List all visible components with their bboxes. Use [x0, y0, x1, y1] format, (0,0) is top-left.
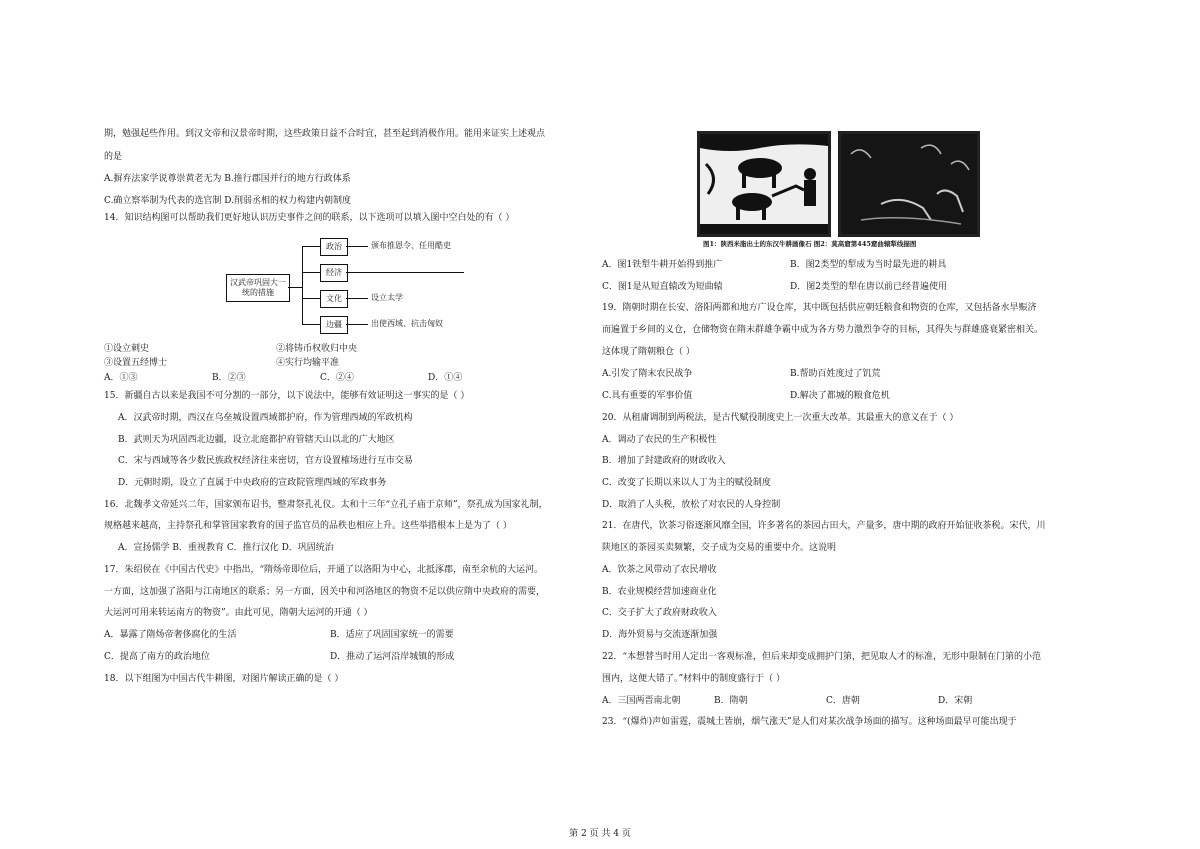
diagram-node-politics: 政治	[320, 238, 348, 256]
q22-text-line-1: 22．“本想替当时用人定出一客观标准，但后来却变成拥护门第，把见取人才的标准，无形中限制在门第的小范	[602, 652, 1042, 662]
q16-text-line-2: 规格越来越高，主持祭孔和掌管国家教育的国子监官员的品秩也相应上升。这些举措根本上是为了（ ）	[104, 521, 512, 531]
ox-plough-icon	[700, 134, 828, 234]
q17-option-d: D．推动了运河沿岸城镇的形成	[330, 652, 455, 662]
figure-caption: 图1：陕西米脂出土的东汉牛耕画像石 图2：莫高窟第445窟曲辕犁线描图	[703, 240, 917, 248]
diagram-node-economy: 经济	[320, 264, 348, 282]
q19-option-b: B.帮助百姓度过了饥荒	[790, 369, 881, 379]
q18-option-a: A．图1铁犁牛耕开始得到推广	[602, 260, 723, 270]
q13-options-ab: A.摒弃法家学说尊崇黄老无为 B.推行郡国并行的地方行政体系	[104, 174, 351, 184]
q22-option-a: A．三国两晋南北朝	[602, 696, 681, 706]
diagram-arrow	[346, 298, 368, 299]
q17-option-c: C．提高了南方的政治地位	[104, 652, 210, 662]
diagram-node-frontier: 边疆	[320, 316, 348, 334]
q21-option-a: A．饮茶之风带动了农民增收	[602, 565, 717, 575]
diagram-detail-culture: 设立太学	[371, 293, 403, 302]
q19-option-a: A.引发了隋末农民战争	[602, 369, 693, 379]
q14-item-1: ①设立刺史	[104, 344, 150, 354]
q19-option-c: C.具有重要的军事价值	[602, 391, 693, 401]
q21-text-line-1: 21．在唐代，饮茶习俗逐渐风靡全国，许多著名的茶园占田大，产量多，唐中期的政府开始征收茶税。宋代，川	[602, 521, 1046, 531]
q16-options: A．宣扬儒学 B．重视教育 C．推行汉化 D．巩固统治	[118, 543, 334, 553]
q23-stem: 23．“(爆炸)声如雷霆，震城土皆崩，烟气涨天”是人们对某次战争场面的描写。这种场面最早可能出现于	[602, 717, 1017, 727]
q21-option-d: D．海外贸易与交流逐渐加强	[602, 630, 718, 640]
diagram-branch-line	[302, 246, 320, 247]
q18-option-d: D．图2类型的犁在唐以前已经普遍使用	[790, 282, 947, 292]
q22-option-d: D．宋朝	[938, 696, 973, 706]
figure-1-ox-plough-relief	[697, 131, 831, 237]
q15-option-c: C．宋与西域等各少数民族政权经济往来密切，官方设置榷场进行互市交易	[118, 456, 413, 466]
q14-item-3: ③设置五经博士	[104, 358, 168, 368]
q17-text-line-2: 一方面，这加强了洛阳与江南地区的联系；另一方面，因关中和河洛地区的物资不足以供应隋中央政府的需要，	[104, 587, 546, 597]
diagram-arrow	[346, 246, 368, 247]
curved-plough-icon	[841, 134, 977, 234]
diagram-arrow	[346, 324, 368, 325]
q14-item-4: ④实行均输平准	[276, 358, 340, 368]
figure-2-curved-plough-drawing	[838, 131, 980, 237]
q15-option-d: D．元朝时期，设立了直属于中央政府的宣政院管理西域的军政事务	[118, 478, 387, 488]
diagram-branch-line	[302, 272, 320, 273]
q19-text-line-3: 这体现了隋朝粮仓（ ）	[602, 347, 695, 357]
q15-stem: 15．新疆自古以来是我国不可分割的一部分，以下说法中，能够有效证明这一事实的是（ ）	[104, 391, 470, 401]
q13-text-line-1: 期，勉强起些作用。到汉文帝和汉景帝时期，这些政策日益不合时宜，甚至起到消极作用。能用来证实上述观点	[104, 129, 546, 139]
q17-text-line-3: 大运河可用来转运南方的物资”。由此可见，隋朝大运河的开通（ ）	[104, 608, 373, 618]
diagram-branch-line	[302, 324, 320, 325]
diagram-node-culture: 文化	[320, 290, 348, 308]
q20-option-c: C．改变了长期以来以人丁为主的赋役制度	[602, 478, 771, 488]
q18-option-c: C．图1是从短直辕改为短曲辕	[602, 282, 723, 292]
q14-option-a: A．①③	[104, 373, 138, 383]
diagram-detail-frontier: 出使西域、抗击匈奴	[371, 319, 443, 328]
q13-options-cd: C.确立察举制为代表的选官制 D.削弱丞相的权力构建内朝制度	[104, 196, 352, 206]
q20-option-b: B．增加了封建政府的财政收入	[602, 456, 726, 466]
q16-text-line-1: 16．北魏孝文帝延兴二年，国家颁布诏书，整肃祭孔礼仪。太和十三年“立孔子庙于京师”，祭孔成为国家礼制，	[104, 500, 548, 510]
q15-option-b: B．武则天为巩固西北边疆，设立北庭都护府管辖天山以北的广大地区	[118, 435, 395, 445]
q19-text-line-2: 而遍置于乡间的义仓，仓储物资在隋末群雄争霸中成为各方势力激烈争夺的目标，其得失与群雄盛衰紧密相关。	[602, 325, 1044, 335]
q21-option-c: C．交子扩大了政府财政收入	[602, 608, 717, 618]
diagram-root: 汉武帝巩固大一统的措施	[226, 274, 290, 302]
q18-stem: 18．以下组图为中国古代牛耕图，对图片解读正确的是（ ）	[104, 674, 344, 684]
q19-option-d: D.解决了都城的粮食危机	[790, 391, 890, 401]
q13-text-line-2: 的是	[104, 152, 123, 162]
q17-text-line-1: 17．朱绍侯在《中国古代史》中指出，“隋炀帝即位后，开通了以洛阳为中心，北抵涿郡，南至余杭的大运河。	[104, 565, 544, 575]
q17-option-b: B．适应了巩固国家统一的需要	[330, 630, 454, 640]
q21-option-b: B．农业规模经营加速商业化	[602, 587, 717, 597]
q22-text-line-2: 围内，这便大错了。”材料中的制度盛行于（ ）	[602, 674, 785, 684]
diagram-detail-politics: 颁布推恩令、任用酷吏	[371, 241, 451, 250]
q14-option-d: D．①④	[428, 373, 463, 383]
q15-option-a: A．汉武帝时期，西汉在乌垒城设置西域都护府，作为管理西域的军政机构	[118, 413, 413, 423]
q19-text-line-1: 19．隋朝时期在长安、洛阳两都和地方广设仓库，其中既包括供应朝廷粮食和物资的仓库，又包括备水旱赈济	[602, 303, 1037, 313]
q14-option-b: B．②③	[212, 373, 246, 383]
q18-option-b: B．图2类型的犁成为当时最先进的耕具	[790, 260, 947, 270]
diagram-connector	[288, 287, 302, 288]
q22-option-c: C．唐朝	[826, 696, 860, 706]
diagram-branch-line	[302, 298, 320, 299]
q17-option-a: A．暴露了隋炀帝奢侈腐化的生活	[104, 630, 237, 640]
q14-option-c: C．②④	[320, 373, 354, 383]
q14-stem: 14．知识结构图可以帮助我们更好地认识历史事件之间的联系，以下选项可以填入图中空白处的有（ ）	[104, 213, 515, 223]
q21-text-line-2: 陕地区的茶园买卖频繁，交子成为交易的重要中介。这说明	[602, 543, 837, 553]
q20-option-d: D．取消了人头税，放松了对农民的人身控制	[602, 500, 781, 510]
diagram-blank-line	[346, 272, 464, 273]
q14-item-2: ②将铸币权收归中央	[276, 344, 358, 354]
page-footer: 第 2 页 共 4 页	[569, 829, 631, 839]
q20-option-a: A．调动了农民的生产积极性	[602, 435, 717, 445]
q20-stem: 20．从租庸调制到两税法，是古代赋役制度史上一次重大改革。其最重大的意义在于（ ）	[602, 413, 959, 423]
q22-option-b: B．隋朝	[714, 696, 748, 706]
diagram-trunk	[302, 246, 303, 324]
